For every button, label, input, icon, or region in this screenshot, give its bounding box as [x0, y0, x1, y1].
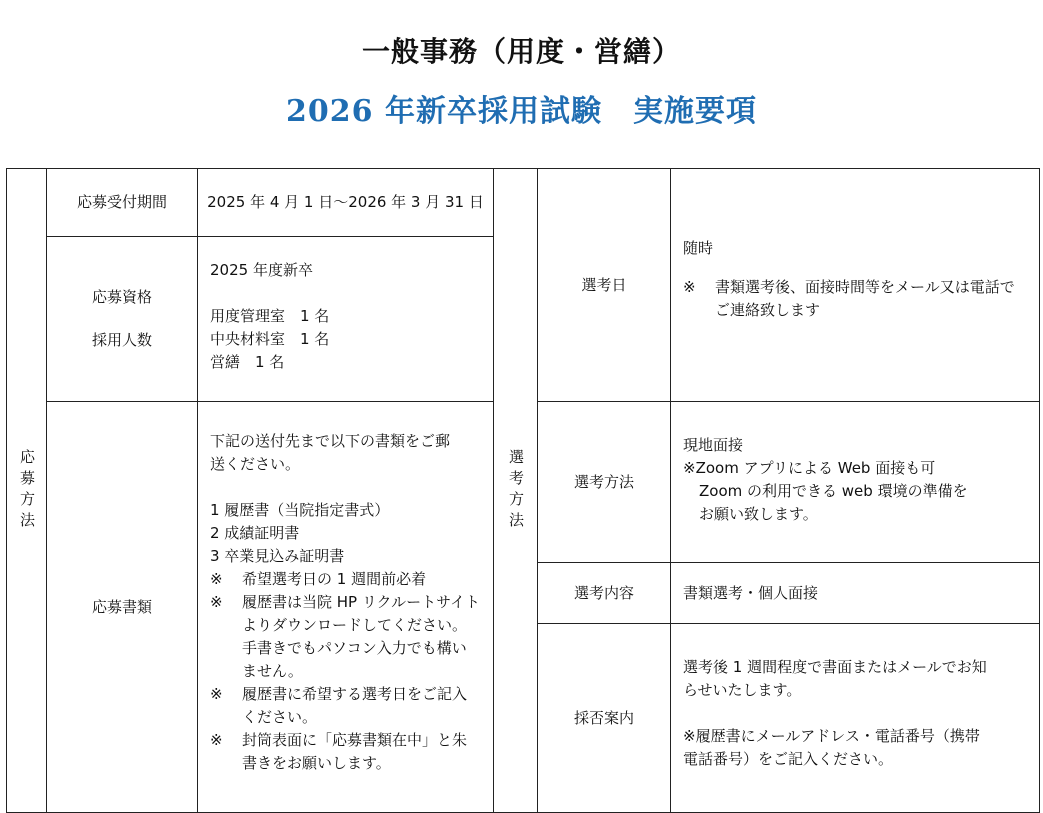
content-value: 書類選考・個人面接 — [683, 583, 819, 602]
period-value: 2025 年 4 月 1 日～2026 年 3 月 31 日 — [207, 193, 484, 211]
method-line: お願い致します。 — [699, 505, 818, 523]
selection-date-value: 随時 — [683, 239, 714, 257]
qualification-value-cell — [197, 236, 494, 402]
document-note: ※ 希望選考日の 1 週間前必着 — [210, 570, 427, 588]
selection-method-section — [493, 168, 538, 813]
qualification-label-cell — [46, 236, 198, 402]
documents-intro: 下記の送付先まで以下の書類をご郵 — [210, 432, 451, 450]
content-label: 選考内容 — [573, 583, 634, 602]
document-item: 3 卒業見込み証明書 — [210, 547, 345, 565]
selection-date-label-cell — [537, 168, 671, 402]
method-line: Zoom の利用できる web 環境の準備を — [699, 482, 968, 500]
content-value-cell — [670, 562, 1040, 624]
documents-intro: 送ください。 — [210, 455, 301, 473]
document-item: 1 履歴書（当院指定書式） — [210, 501, 390, 519]
result-note: 電話番号）をご記入ください。 — [683, 750, 894, 768]
application-method-label: 応募方法 — [18, 448, 36, 533]
result-value-cell — [670, 623, 1040, 813]
selection-date-label: 選考日 — [581, 275, 627, 294]
selection-method-label: 選考方法 — [507, 448, 525, 533]
result-label-cell — [537, 623, 671, 813]
content-label-cell — [537, 562, 671, 624]
documents-label: 応募書類 — [91, 597, 152, 616]
method-value-cell — [670, 401, 1040, 563]
document-note: ※ 封筒表面に「応募書類在中」と朱書きをお願いします。 — [210, 731, 468, 772]
period-label-cell — [46, 168, 198, 237]
headcount-label: 採用人数 — [91, 331, 152, 349]
application-method-section — [6, 168, 47, 813]
document-item: 2 成績証明書 — [210, 524, 300, 542]
period-value-cell — [197, 168, 494, 237]
qualification-label: 応募資格 — [91, 288, 152, 306]
result-label: 採否案内 — [573, 708, 634, 727]
position-item: 中央材料室 1 名 — [210, 330, 330, 348]
documents-value-cell — [197, 401, 494, 813]
document-note: ※ 履歴書は当院 HP リクルートサイトよりダウンロードしてください。手書きでもパソコン入力でも構いません。 — [210, 593, 481, 680]
document-subtitle: 2026 年新卒採用試験 実施要項 — [286, 94, 757, 129]
document-note: ※ 履歴書に希望する選考日をご記入ください。 — [210, 685, 468, 726]
result-line: らせいたします。 — [683, 681, 802, 699]
position-item: 用度管理室 1 名 — [210, 307, 330, 325]
result-note: ※履歴書にメールアドレス・電話番号（携帯 — [683, 727, 980, 745]
method-label-cell — [537, 401, 671, 563]
method-label: 選考方法 — [573, 472, 634, 491]
selection-date-value-cell — [670, 168, 1040, 402]
qualification-year: 2025 年度新卒 — [210, 261, 313, 279]
period-label: 応募受付期間 — [76, 193, 167, 211]
position-item: 営繕 1 名 — [210, 353, 285, 371]
result-line: 選考後 1 週間程度で書面またはメールでお知 — [683, 658, 987, 676]
documents-label-cell — [46, 401, 198, 813]
method-line: ※Zoom アプリによる Web 面接も可 — [683, 459, 936, 477]
document-title: 一般事務（用度・営繕） — [361, 35, 681, 68]
selection-date-note: ※ 書類選考後、面接時間等をメール又は電話でご連絡致します — [683, 278, 1015, 319]
method-line: 現地面接 — [683, 436, 744, 454]
